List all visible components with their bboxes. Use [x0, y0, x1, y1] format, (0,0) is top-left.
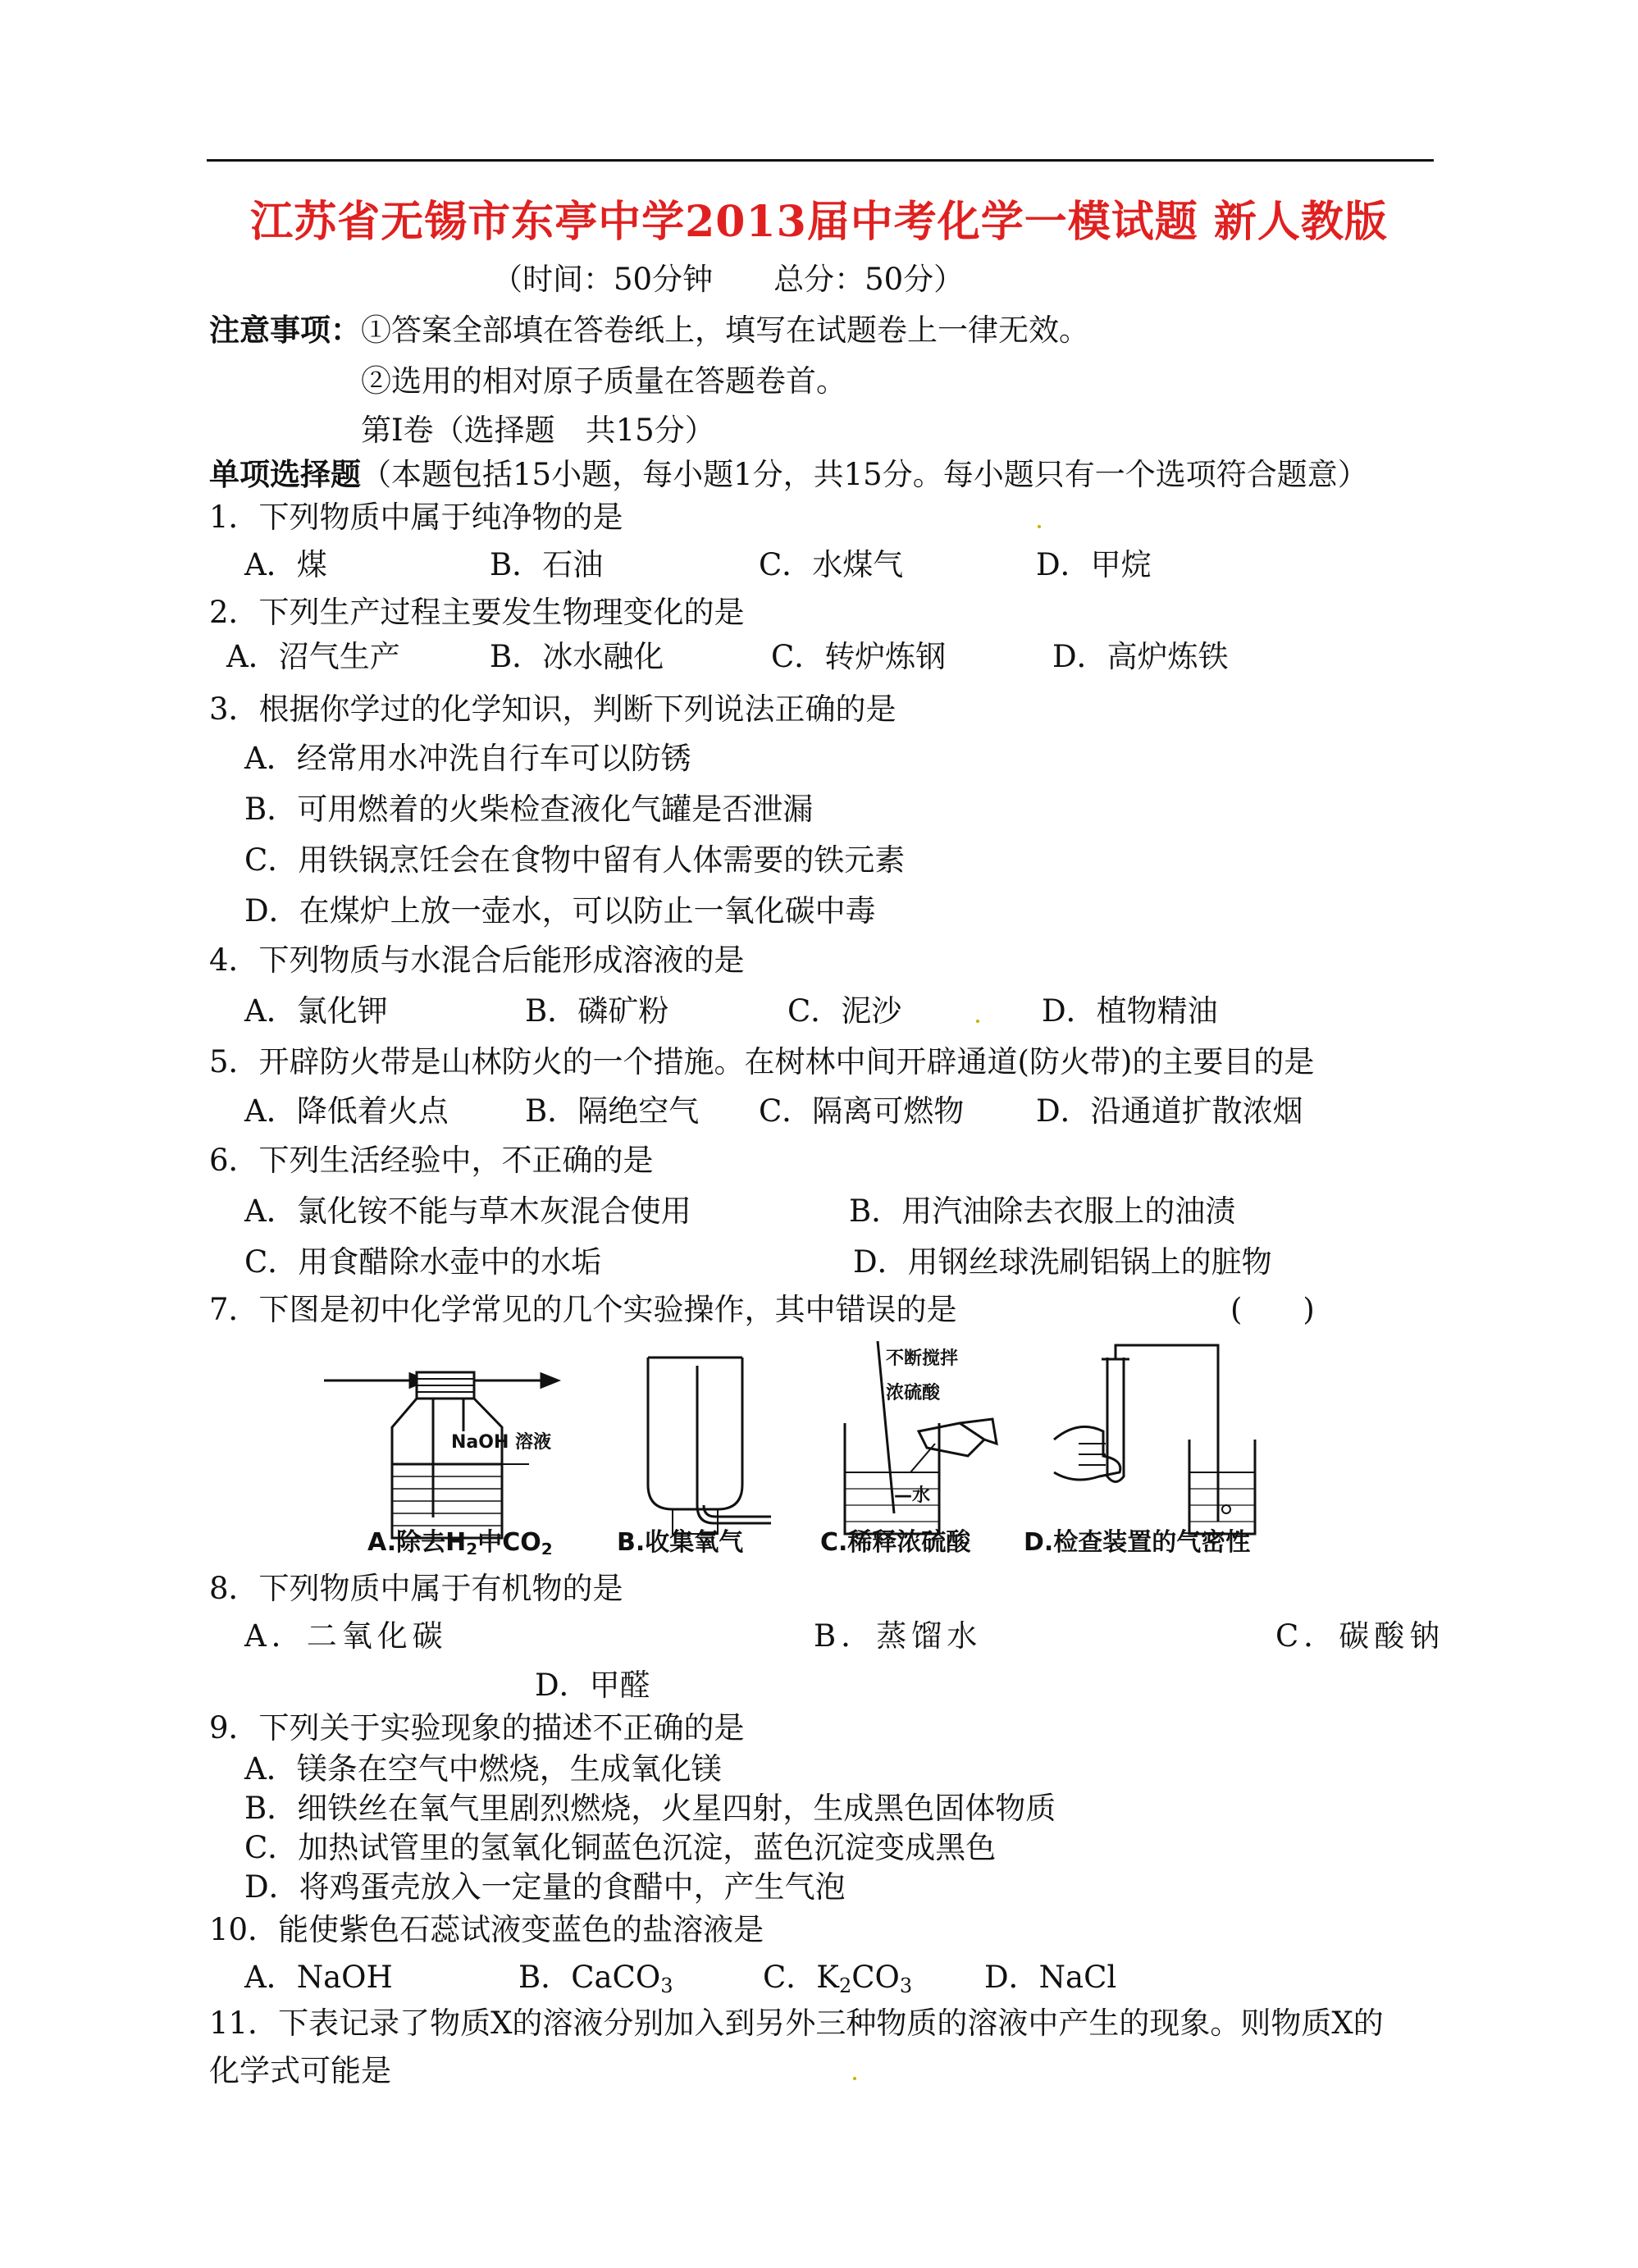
notes-line-2: ②选用的相对原子质量在答题卷首。: [361, 363, 846, 399]
q2-option-d: D．高炉炼铁: [1052, 639, 1229, 674]
q4-stem: 4．下列物质与水混合后能形成溶液的是: [209, 942, 745, 978]
speck: [976, 1020, 979, 1023]
section-heading: 第Ⅰ卷（选择题 共15分）: [361, 413, 715, 448]
q2-stem: 2．下列生产过程主要发生物理变化的是: [209, 595, 745, 630]
q10-option-a: A．NaOH: [244, 1960, 393, 1995]
q10-stem: 10．能使紫色石蕊试液变蓝色的盐溶液是: [209, 1912, 764, 1947]
q1-option-a: A．煤: [244, 547, 327, 582]
apparatus-d: [1054, 1345, 1255, 1534]
caption-a: A.除去$H_2$中$CO_2$: [367, 1528, 553, 1554]
q5-option-c: C．隔离可燃物: [759, 1093, 965, 1129]
q4-option-b: B．磷矿粉: [525, 993, 669, 1029]
q5-option-b: B．隔绝空气: [525, 1093, 700, 1129]
instructions: [209, 456, 1368, 492]
time-info: （时间：50分钟 总分：50分）: [492, 262, 965, 297]
experiment-diagram-svg: [312, 1341, 1296, 1554]
q6-option-b: B．用汽油除去衣服上的油渍: [849, 1193, 1236, 1229]
q8-stem: 8．下列物质中属于有机物的是: [209, 1571, 623, 1606]
instructions-text: （本题包括15小题，每小题1分，共15分。每小题只有一个选项符合题意）: [361, 457, 1368, 492]
q5-stem: 5．开辟防火带是山林防火的一个措施。在树林中间开辟通道(防火带)的主要目的是: [209, 1044, 1315, 1079]
q3-option-a: A．经常用水冲洗自行车可以防锈: [244, 741, 691, 776]
q1-stem: 1．下列物质中属于纯净物的是: [209, 500, 623, 535]
caption-d: D.检查装置的气密性: [1024, 1528, 1251, 1554]
q4-option-c: C．泥沙: [787, 993, 902, 1029]
instructions-label: 单项选择题: [209, 456, 361, 492]
q7-answer-bracket: ( ): [1230, 1292, 1315, 1327]
notes-label: 注意事项：: [209, 312, 361, 348]
q2-option-c: C．转炉炼钢: [771, 639, 947, 674]
apparatus-a: [324, 1372, 558, 1538]
q9-option-a: A．镁条在空气中燃烧，生成氧化镁: [244, 1751, 722, 1787]
q8-option-d: D．甲醛: [535, 1668, 650, 1703]
q8-option-c: C．碳酸钠: [1275, 1618, 1445, 1654]
q5-option-d: D．沿通道扩散浓烟: [1036, 1093, 1303, 1129]
q10-option-b: B．CaCO$_3$: [518, 1960, 673, 1997]
q1-option-d: D．甲烷: [1036, 547, 1152, 582]
apparatus-b: [648, 1358, 771, 1534]
q3-option-b: B．可用燃着的火柴检查液化气罐是否泄漏: [244, 792, 814, 827]
q6-option-d: D．用钢丝球洗刷铝锅上的脏物: [853, 1244, 1272, 1280]
q8-option-b: B．蒸馏水: [814, 1618, 983, 1654]
q9-stem: 9．下列关于实验现象的描述不正确的是: [209, 1710, 745, 1745]
q2-option-a: A．沼气生产: [226, 639, 400, 674]
q3-stem: 3．根据你学过的化学知识，判断下列说法正确的是: [209, 691, 897, 727]
q6-option-c: C．用食醋除水壶中的水垢: [244, 1244, 602, 1280]
speck: [1038, 525, 1041, 528]
q2-option-b: B．冰水融化: [490, 639, 664, 674]
caption-b: B.收集氧气: [617, 1528, 744, 1554]
top-rule: [207, 159, 1434, 162]
page-title: 江苏省无锡市东亭中学2013届中考化学一模试题 新人教版: [250, 197, 1388, 247]
q1-option-c: C．水煤气: [759, 547, 904, 582]
q9-option-b: B．细铁丝在氧气里剧烈燃烧，火星四射，生成黑色固体物质: [244, 1791, 1056, 1826]
q8-option-a: A．二氧化碳: [244, 1618, 448, 1654]
q11-stem-continued: 化学式可能是: [209, 2053, 391, 2088]
experiment-diagram: [312, 1341, 1296, 1554]
q10-option-d: D．NaCl: [984, 1960, 1117, 1995]
naoh-label: NaOH 溶液: [451, 1432, 552, 1453]
speck: [853, 2077, 856, 2080]
q6-option-a: A．氯化铵不能与草木灰混合使用: [244, 1193, 691, 1229]
stir-label: 不断搅拌: [886, 1348, 959, 1369]
q11-stem: 11．下表记录了物质X的溶液分别加入到另外三种物质的溶液中产生的现象。则物质X的: [209, 2006, 1384, 2041]
q1-option-b: B．石油: [490, 547, 604, 582]
q3-option-c: C．用铁锅烹饪会在食物中留有人体需要的铁元素: [244, 842, 906, 878]
acid-label: 浓硫酸: [886, 1383, 941, 1403]
q6-stem: 6．下列生活经验中，不正确的是: [209, 1143, 654, 1178]
q5-option-a: A．降低着火点: [244, 1093, 449, 1129]
q7-stem: 7．下图是初中化学常见的几个实验操作，其中错误的是: [209, 1292, 957, 1327]
caption-c: C.稀释浓硫酸: [820, 1528, 971, 1554]
water-label: —水: [894, 1485, 931, 1506]
q3-option-d: D．在煤炉上放一壶水，可以防止一氧化碳中毒: [244, 893, 876, 929]
q4-option-d: D．植物精油: [1042, 993, 1218, 1029]
q10-option-c: C．$K_2CO_3$: [763, 1960, 913, 1997]
q4-option-a: A．氯化钾: [244, 993, 388, 1029]
q9-option-d: D．将鸡蛋壳放入一定量的食醋中，产生气泡: [244, 1869, 846, 1905]
notes-line-1: ①答案全部填在答卷纸上，填写在试题卷上一律无效。: [361, 313, 1089, 348]
q9-option-c: C．加热试管里的氢氧化铜蓝色沉淀，蓝色沉淀变成黑色: [244, 1830, 997, 1865]
